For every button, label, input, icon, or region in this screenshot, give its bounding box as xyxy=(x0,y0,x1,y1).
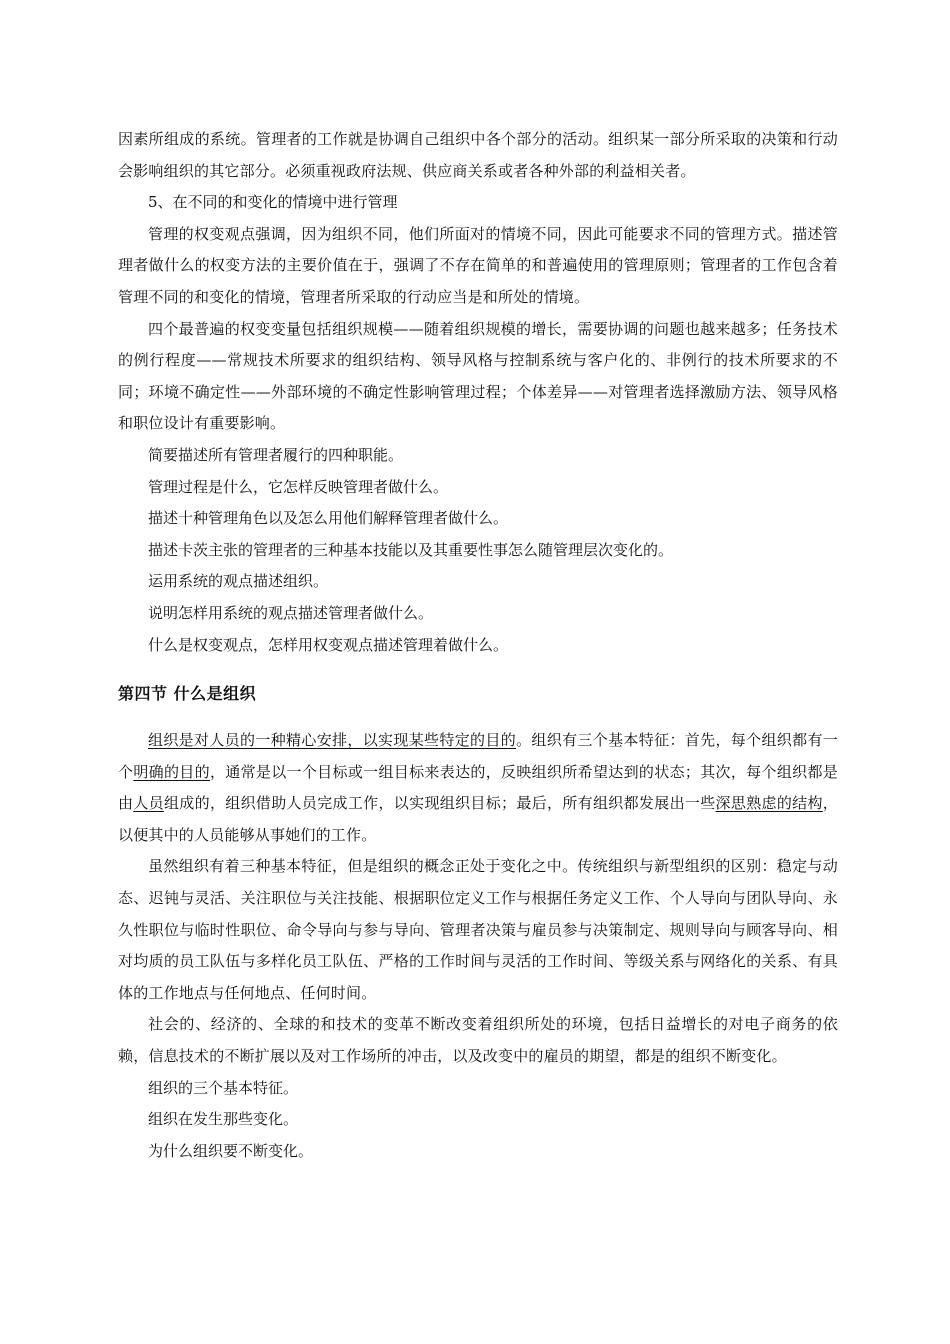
review-question: 组织在发生那些变化。 xyxy=(148,1110,299,1129)
underlined-definition: 组织是对人员的一种精心安排，以实现某些特定的目的 xyxy=(148,731,517,750)
review-question: 描述卡茨主张的管理者的三种基本技能以及其重要性事怎么随管理层次变化的。 xyxy=(148,540,674,559)
underlined-term-people: 人员 xyxy=(133,794,164,813)
review-question: 说明怎样用系统的观点描述管理者做什么。 xyxy=(148,603,434,622)
underlined-term-purpose: 明确的目的 xyxy=(133,762,210,781)
paragraph-contingency-variables: 四个最普遍的权变变量包括组织规模——随着组织规模的增长，需要协调的问题也越来越多；任务技术的例行程度——常规技术所要求的组织结构、领导风格与控制系统与客户化的、非例行的技术所要求的不同；环境不确定性——外部环境的不确定性影响管理过程；个体差异——对管理者选择激励方法、领导风格和职位设计有重要影响。 xyxy=(118,319,838,433)
text-run: ，通常是以一个目标或一组目标来表达的，反映组织所希望达到的状态；其次，每个组织都是由 xyxy=(118,762,838,813)
paragraph-environment-change: 社会的、经济的、全球的和技术的变革不断改变着组织所处的环境，包括日益增长的对电子商务的依赖，信息技术的不断扩展以及对工作场所的冲击，以及改变中的雇员的期望，都是的组织不断变化。 xyxy=(118,1015,838,1066)
review-question: 什么是权变观点，怎样用权变观点描述管理着做什么。 xyxy=(148,635,509,654)
paragraph-contingency: 管理的权变观点强调，因为组织不同，他们所面对的情境不同，因此可能要求不同的管理方式。描述管理者做什么的权变方法的主要价值在于，强调了不存在简单的和普遍使用的管理原则；管理者的工作包含着管理不同的和变化的情境，管理者所采取的行动应当是和所处的情境。 xyxy=(118,224,838,306)
paragraph-organization-definition xyxy=(118,725,838,851)
point-5-heading: 5、在不同的和变化的情境中进行管理 xyxy=(148,193,398,212)
document-page xyxy=(118,124,838,1167)
review-question: 为什么组织要不断变化。 xyxy=(148,1141,314,1160)
text-run: 。组织有三个基本特征：首先，每个组织都有一个 xyxy=(118,731,839,781)
review-question: 简要描述所有管理者履行的四种职能。 xyxy=(148,445,404,464)
section-heading: 第四节 什么是组织 xyxy=(118,684,257,704)
paragraph-changing-organization: 虽然组织有着三种基本特征，但是组织的概念正处于变化之中。传统组织与新型组织的区别：稳定与动态、迟钝与灵活、关注职位与关注技能、根据职位定义工作与根据任务定义工作、个人导向与团队导向、永久性职位与临时性职位、命令导向与参与导向、管理者决策与雇员参与决策制定、规则导向与顾客导向、相对均质的员工队伍与多样化员工队伍、严格的工作时间与灵活的工作时间、等级关系与网络化的关系、有具体的工作地点与任何地点、任何时间。 xyxy=(118,857,838,1002)
review-question: 管理过程是什么，它怎样反映管理者做什么。 xyxy=(148,477,449,496)
review-question: 描述十种管理角色以及怎么用他们解释管理者做什么。 xyxy=(148,509,509,528)
text-run: ，以便其中的人员能够从事她们的工作。 xyxy=(118,794,838,844)
review-questions-section-4 xyxy=(118,1073,838,1168)
review-question: 组织的三个基本特征。 xyxy=(148,1078,299,1097)
text-run: 组成的，组织借助人员完成工作，以实现组织目标；最后，所有组织都发展出一些 xyxy=(163,794,716,813)
underlined-term-structure: 深思熟虑的结构 xyxy=(715,794,823,813)
review-questions-section-3 xyxy=(118,440,838,661)
paragraph-systems-continued: 因素所组成的系统。管理者的工作就是协调自己组织中各个部分的活动。组织某一部分所采取的决策和行动会影响组织的其它部分。必须重视政府法规、供应商关系或者各种外部的利益相关者。 xyxy=(118,130,838,180)
review-question: 运用系统的观点描述组织。 xyxy=(148,572,329,591)
